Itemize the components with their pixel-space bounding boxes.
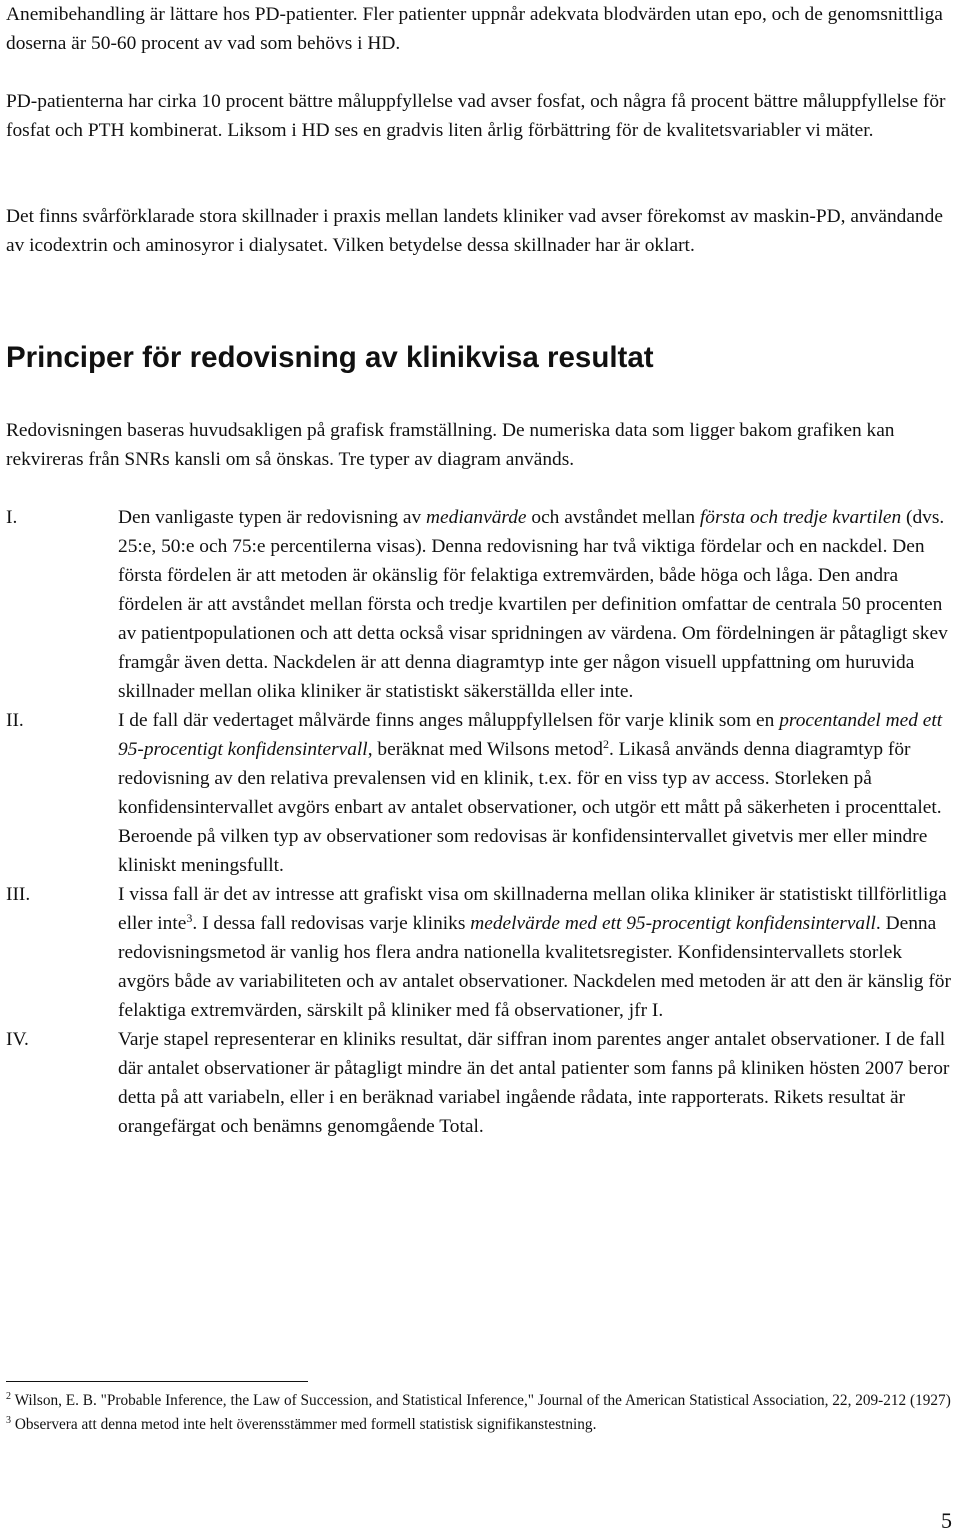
paragraph-practice-differences: Det finns svårförklarade stora skillnader i praxis mellan landets kliniker vad avser förekomst av maskin-PD, användande av icodextrin och aminosyror i dialysatet. Vilken betydelse dessa skillnader har är oklart. [6,206,943,256]
diagram-types-list [6,503,954,1141]
paragraph-phosphate: PD-patienterna har cirka 10 procent bättre måluppfyllelse vad avser fosfat, och några få procent bättre måluppfyllelse för fosfat och PTH kombinerat. Liksom i HD ses en gradvis liten årlig förbättring för de kvalitetsvariabler vi mäter. [6,91,946,141]
footnote-mark: 2 [6,1391,11,1402]
list-item-numeral: III. [6,884,31,905]
list-item: II. I de fall där vedertaget målvärde finns anges måluppfyllelsen för varje klinik som en procentandel med ett 95-procentigt konfidensintervall, beräknat med Wilsons metod$^2$. Likaså används denna diagramtyp för redovisning av den relativa prevalensen vid en klinik, t.ex. för en viss typ av access. Storleken på konfidensintervallet avgörs enbart av antalet observationer, och utgör ett mått på säkerheten i procenttalet. Beroende på vilken typ av observationer som redovisas är konfidensintervallet givetvis mer eller mindre kliniskt meningsfullt. [6,706,954,880]
footnote-mark: 3 [6,1415,11,1426]
footnote-divider [6,1381,308,1382]
footnote-reference[interactable]: 2 [602,737,609,751]
footnote-reference[interactable]: 3 [186,911,193,925]
page-number: 5 [941,1508,952,1533]
list-item-numeral: II. [6,710,24,731]
footnotes [6,1389,954,1437]
footnote: $^3$ Observera att denna metod inte helt överensstämmer med formell statistisk signifikanstestning. [6,1415,597,1433]
paragraph-section-intro: Redovisningen baseras huvudsakligen på grafisk framställning. De numeriska data som ligger bakom grafiken kan rekvireras från SNRs kansli om så önskas. Tre typer av diagram används. [6,420,895,470]
list-item: III. I vissa fall är det av intresse att grafiskt visa om skillnaderna mellan olika kliniker är statistiskt tillförlitliga eller inte$^3$. I dessa fall redovisas varje kliniks medelvärde med ett 95-procentigt konfidensintervall. Denna redovisningsmetod är vanlig hos flera andra nationella kvalitetsregister. Konfidensintervallets storlek avgörs både av variabiliteten och av antalet observationer. Nackdelen med metoden är att den är känslig för felaktiga extremvärden, särskilt på kliniker med få observationer, jfr I. [6,880,954,1025]
footnote: $^2$ Wilson, E. B. "Probable Inference, the Law of Succession, and Statistical Inference," Journal of the American Statistical Association, 22, 209-212 (1927) [6,1391,951,1409]
list-item-numeral: I. [6,507,18,528]
paragraph-anemia: Anemibehandling är lättare hos PD-patienter. Fler patienter uppnår adekvata blodvärden utan epo, och de genomsnittliga doserna är 50-60 procent av vad som behövs i HD. [6,4,943,54]
section-heading: Principer för redovisning av klinikvisa resultat [6,341,654,374]
list-item-numeral: IV. [6,1029,29,1050]
list-item: IV. Varje stapel representerar en kliniks resultat, där siffran inom parentes anger antalet observationer. I de fall där antalet observationer är påtagligt mindre än det antal patienter som fanns på kliniken hösten 2007 beror detta på att variabeln, eller i en beräknad variabel ingående rådata, inte rapporterats. Rikets resultat är orangefärgat och benämns genomgående Total. [6,1025,954,1141]
list-item: I. Den vanligaste typen är redovisning av medianvärde och avståndet mellan första och tredje kvartilen (dvs. 25:e, 50:e och 75:e percentilerna visas). Denna redovisning har två viktiga fördelar och en nackdel. Den första fördelen är att metoden är okänslig för felaktiga extremvärden, både höga och låga. Den andra fördelen är att avståndet mellan första och tredje kvartilen per definition omfattar de centrala 50 procenten av patientpopulationen och att detta också visar spridningen av värdena. Om fördelningen är påtagligt skev framgår även detta. Nackdelen är att denna diagramtyp inte ger någon visuell uppfattning om huruvida skillnader mellan olika kliniker är statistiskt säkerställda eller inte. [6,503,954,706]
